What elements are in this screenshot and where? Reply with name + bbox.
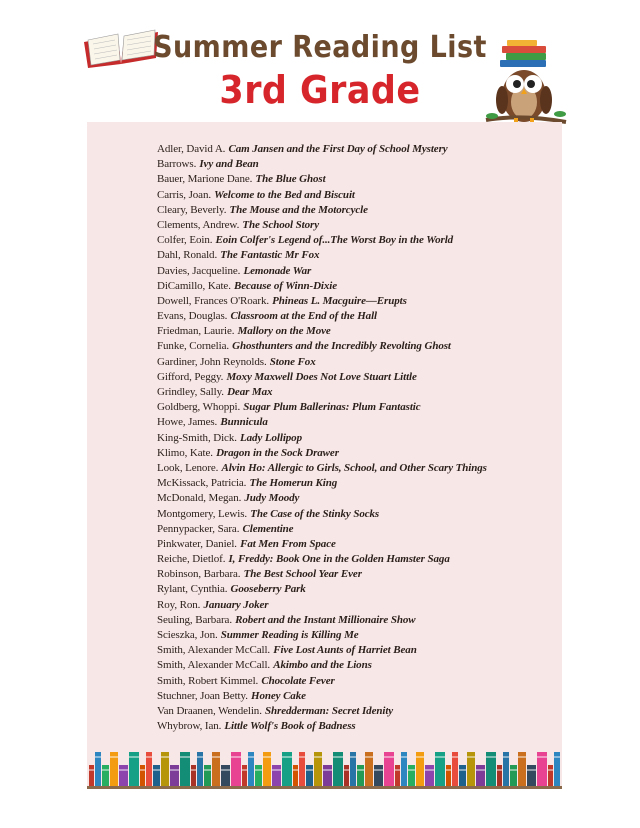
book-author: Pinkwater, Daniel. xyxy=(157,537,237,550)
shelf-book xyxy=(497,765,502,787)
shelf-book xyxy=(140,765,145,787)
shelf-book-band xyxy=(231,756,241,758)
book-author: Pennypacker, Sara. xyxy=(157,522,240,535)
list-item xyxy=(157,157,557,172)
book-author: Clements, Andrew. xyxy=(157,218,240,231)
book-title: The Fantastic Mr Fox xyxy=(220,249,320,262)
shelf-book-band xyxy=(401,756,407,758)
list-item xyxy=(157,689,557,704)
shelf-book-band xyxy=(527,769,536,771)
book-title: January Joker xyxy=(203,598,269,611)
book-title: The School Story xyxy=(242,218,319,231)
shelf-book xyxy=(102,765,109,787)
shelf-book-band xyxy=(548,769,553,771)
list-item xyxy=(157,279,557,294)
book-title: Gooseberry Park xyxy=(230,583,306,596)
shelf-book xyxy=(191,765,196,787)
book-title: Eoin Colfer's Legend of...The Worst Boy in the World xyxy=(215,234,454,247)
book-author: Howe, James. xyxy=(157,416,218,429)
owl-with-books-icon xyxy=(480,40,570,128)
book-author: Scieszka, Jon. xyxy=(157,629,218,641)
list-item xyxy=(157,431,557,446)
book-title: Clementine xyxy=(242,522,294,535)
shelf-book-band xyxy=(299,756,305,758)
shelf-book-band xyxy=(212,756,220,758)
shelf-book xyxy=(255,765,262,787)
shelf-book-band xyxy=(435,756,445,758)
shelf-book xyxy=(374,765,383,787)
book-title: Ghosthunters and the Incredibly Revolting Ghost xyxy=(232,340,451,353)
header xyxy=(0,0,640,125)
shelf-book-band xyxy=(510,769,517,771)
shelf-book-band xyxy=(384,756,394,758)
list-item xyxy=(157,400,557,415)
shelf-book xyxy=(306,765,313,787)
list-item xyxy=(157,446,557,461)
book-title: The Best School Year Ever xyxy=(243,568,362,581)
list-item xyxy=(157,522,557,537)
shelf-book-band xyxy=(497,769,502,771)
book-author: Evans, Douglas. xyxy=(157,310,228,323)
book-list xyxy=(157,142,557,734)
book-title: Classroom at the End of the Hall xyxy=(230,310,377,323)
shelf-book-band xyxy=(242,769,247,771)
book-author: Barrows. xyxy=(157,158,197,171)
shelf-book xyxy=(170,765,179,787)
list-item xyxy=(157,339,557,354)
book-title: Akimbo and the Lions xyxy=(273,659,372,672)
book-title: I, Freddy: Book One in the Golden Hamster Saga xyxy=(228,553,450,566)
book-author: McKissack, Patricia. xyxy=(157,477,247,490)
shelf-book-band xyxy=(248,756,254,758)
list-item xyxy=(157,537,557,552)
shelf-book-band xyxy=(146,756,152,758)
list-item xyxy=(157,264,557,279)
shelf-book-band xyxy=(344,769,349,771)
book-title: Chocolate Fever xyxy=(261,674,335,687)
book-title: The Case of the Stinky Socks xyxy=(250,507,380,520)
shelf-book xyxy=(527,765,536,787)
bookshelf-decoration xyxy=(87,733,562,789)
list-item xyxy=(157,355,557,370)
list-item xyxy=(157,309,557,324)
shelf-book xyxy=(323,765,332,787)
list-item xyxy=(157,142,557,157)
list-item xyxy=(157,567,557,582)
list-item xyxy=(157,203,557,218)
book-title: Stone Fox xyxy=(269,355,316,368)
list-item xyxy=(157,613,557,628)
shelf-book xyxy=(425,765,434,787)
list-item xyxy=(157,461,557,476)
book-author: Gardiner, John Reynolds. xyxy=(157,355,267,368)
shelf-book-band xyxy=(102,769,109,771)
book-title: Phineas L. Macguire—Erupts xyxy=(272,294,407,307)
grade-subtitle: 3rd Grade xyxy=(219,68,421,112)
book-title: The Homerun King xyxy=(249,477,338,490)
shelf-book xyxy=(204,765,211,787)
shelf-book-band xyxy=(263,756,271,758)
book-author: Whybrow, Ian. xyxy=(157,720,222,733)
shelf-book-band xyxy=(365,756,373,758)
shelf-book-band xyxy=(357,769,364,771)
shelf-book-band xyxy=(476,769,485,771)
shelf-book xyxy=(395,765,400,787)
book-title: Welcome to the Bed and Biscuit xyxy=(214,188,355,201)
book-author: Gifford, Peggy. xyxy=(157,370,224,383)
book-author: Friedman, Laurie. xyxy=(157,325,235,338)
shelf-book xyxy=(293,765,298,787)
shelf-book xyxy=(357,765,364,787)
shelf-book-band xyxy=(486,756,496,758)
list-item xyxy=(157,582,557,597)
shelf-book-band xyxy=(129,756,139,758)
list-item xyxy=(157,658,557,673)
shelf-book-band xyxy=(408,769,415,771)
shelf-book-band xyxy=(89,769,94,771)
book-author: Van Draanen, Wendelin. xyxy=(157,704,262,717)
book-author: Carris, Joan. xyxy=(157,188,211,201)
book-author: Colfer, Eoin. xyxy=(157,234,213,247)
shelf-book-band xyxy=(314,756,322,758)
book-author: Reiche, Dietlof. xyxy=(157,553,226,566)
list-item xyxy=(157,507,557,522)
shelf-book-band xyxy=(503,756,509,758)
shelf-book xyxy=(446,765,451,787)
list-item xyxy=(157,598,557,613)
list-item xyxy=(157,294,557,309)
list-item xyxy=(157,248,557,263)
list-item xyxy=(157,674,557,689)
book-author: Bauer, Marione Dane. xyxy=(157,173,253,186)
book-author: Grindley, Sally. xyxy=(157,386,224,398)
shelf-book-band xyxy=(425,769,434,771)
shelf-book xyxy=(408,765,415,787)
list-item xyxy=(157,628,557,643)
shelf-book-band xyxy=(537,756,547,758)
shelf-book-band xyxy=(446,769,451,771)
book-title: Ivy and Bean xyxy=(199,158,259,171)
list-item xyxy=(157,324,557,339)
shelf-book-band xyxy=(452,756,458,758)
book-title: The Mouse and the Motorcycle xyxy=(229,203,368,216)
book-title: Little Wolf's Book of Badness xyxy=(224,720,356,733)
book-title: Robert and the Instant Millionaire Show xyxy=(235,613,416,626)
shelf-book-band xyxy=(518,756,526,758)
shelf-book-band xyxy=(374,769,383,771)
shelf-book-band xyxy=(140,769,145,771)
book-title: Dear Max xyxy=(227,386,273,398)
book-title: Fat Men From Space xyxy=(240,537,336,550)
shelf-book-band xyxy=(467,756,475,758)
shelf-book-band xyxy=(395,769,400,771)
book-title: Five Lost Aunts of Harriet Bean xyxy=(273,644,417,657)
book-author: Klimo, Kate. xyxy=(157,446,213,459)
book-author: Dahl, Ronald. xyxy=(157,249,218,262)
book-author: McDonald, Megan. xyxy=(157,492,242,505)
book-author: Seuling, Barbara. xyxy=(157,613,232,626)
book-author: Smith, Alexander McCall. xyxy=(157,644,271,657)
shelf-book xyxy=(548,765,553,787)
book-author: Rylant, Cynthia. xyxy=(157,583,228,596)
book-title: Because of Winn-Dixie xyxy=(234,279,338,292)
shelf-book xyxy=(242,765,247,787)
book-author: Roy, Ron. xyxy=(157,598,201,611)
shelf-book-band xyxy=(416,756,424,758)
shelf-book-band xyxy=(323,769,332,771)
book-author: Goldberg, Whoppi. xyxy=(157,401,241,414)
book-title: Cam Jansen and the First Day of School Mystery xyxy=(228,143,448,155)
book-author: Cleary, Beverly. xyxy=(157,203,227,216)
shelf-book-band xyxy=(293,769,298,771)
shelf-book-band xyxy=(554,756,560,758)
shelf-book-band xyxy=(95,756,101,758)
shelf-book-band xyxy=(350,756,356,758)
book-title: Honey Cake xyxy=(250,689,306,702)
book-author: Davies, Jacqueline. xyxy=(157,264,241,277)
shelf-book-band xyxy=(255,769,262,771)
shelf-book-band xyxy=(221,769,230,771)
shelf-book xyxy=(344,765,349,787)
shelf-book xyxy=(272,765,281,787)
book-title: Shredderman: Secret Idenity xyxy=(264,704,394,717)
shelf-book xyxy=(89,765,94,787)
shelf-book xyxy=(476,765,485,787)
book-author: Smith, Robert Kimmel. xyxy=(157,674,259,687)
shelf-book-band xyxy=(197,756,203,758)
shelf-base xyxy=(87,786,562,789)
shelf-book xyxy=(221,765,230,787)
book-author: Robinson, Barbara. xyxy=(157,568,241,581)
shelf-book-band xyxy=(170,769,179,771)
shelf-book-band xyxy=(180,756,190,758)
book-title: Bunnicula xyxy=(220,416,268,429)
book-title: Lady Lollipop xyxy=(240,431,302,444)
book-title: Moxy Maxwell Does Not Love Stuart Little xyxy=(226,370,417,383)
shelf-book-band xyxy=(272,769,281,771)
shelf-book-band xyxy=(153,769,160,771)
book-author: King-Smith, Dick. xyxy=(157,431,237,444)
list-item xyxy=(157,370,557,385)
page-title: Summer Reading List xyxy=(153,30,487,65)
list-item xyxy=(157,491,557,506)
list-item xyxy=(157,643,557,658)
list-item xyxy=(157,476,557,491)
book-title: Summer Reading is Killing Me xyxy=(220,629,359,641)
book-author: Adler, David A. xyxy=(157,143,226,155)
list-item xyxy=(157,218,557,233)
list-item xyxy=(157,704,557,719)
book-author: DiCamillo, Kate. xyxy=(157,279,231,292)
shelf-book xyxy=(510,765,517,787)
book-author: Montgomery, Lewis. xyxy=(157,507,248,520)
book-author: Funke, Cornelia. xyxy=(157,340,230,353)
shelf-book-band xyxy=(333,756,343,758)
book-title: Mallory on the Move xyxy=(237,325,331,338)
shelf-book xyxy=(459,765,466,787)
book-title: Alvin Ho: Allergic to Girls, School, and Other Scary Things xyxy=(221,461,487,474)
book-author: Stuchner, Joan Betty. xyxy=(157,689,248,702)
book-title: The Blue Ghost xyxy=(255,173,326,186)
list-item xyxy=(157,233,557,248)
shelf-book-band xyxy=(204,769,211,771)
book-author: Dowell, Frances O'Roark. xyxy=(157,294,269,307)
book-title: Dragon in the Sock Drawer xyxy=(216,446,339,459)
list-item xyxy=(157,188,557,203)
shelf-book xyxy=(119,765,128,787)
shelf-book-band xyxy=(161,756,169,758)
shelf-book-band xyxy=(282,756,292,758)
book-title: Lemonade War xyxy=(243,264,312,277)
list-item xyxy=(157,172,557,187)
shelf-book xyxy=(153,765,160,787)
shelf-book-band xyxy=(306,769,313,771)
shelf-book-band xyxy=(110,756,118,758)
book-title: Sugar Plum Ballerinas: Plum Fantastic xyxy=(243,401,421,414)
book-author: Look, Lenore. xyxy=(157,461,219,474)
book-title: Judy Moody xyxy=(244,492,300,505)
list-item xyxy=(157,415,557,430)
shelf-book-band xyxy=(459,769,466,771)
list-item xyxy=(157,552,557,567)
shelf-book-band xyxy=(119,769,128,771)
book-author: Smith, Alexander McCall. xyxy=(157,659,271,672)
list-item xyxy=(157,385,557,400)
shelf-book-band xyxy=(191,769,196,771)
